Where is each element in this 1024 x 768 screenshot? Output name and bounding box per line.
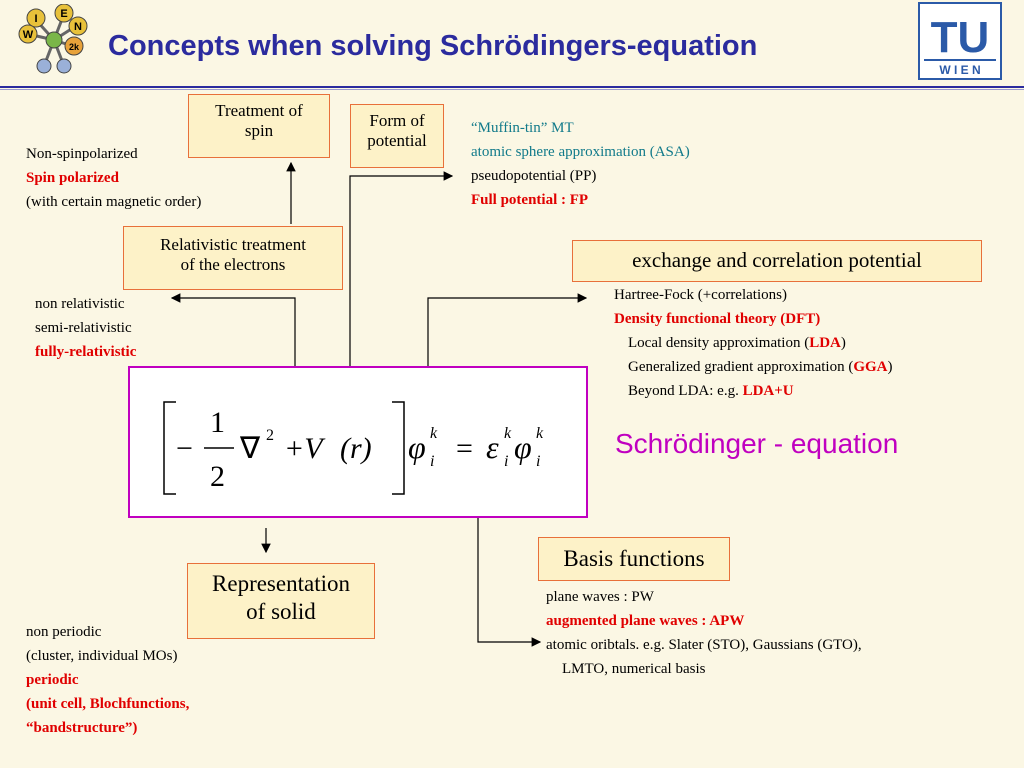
list-item-highlight: Spin polarized — [26, 170, 119, 186]
list-item-highlight: fully-relativistic — [35, 344, 137, 360]
list-item-highlight: periodic — [26, 672, 79, 688]
gga-prefix: Generalized gradient approximation ( — [628, 359, 854, 375]
equation-label: Schrödinger - equation — [615, 428, 899, 459]
logo-letter-i: I — [34, 13, 38, 25]
spin-treatment-box — [188, 94, 330, 158]
eq-sub-eps: i — [504, 453, 509, 470]
list-item: non relativistic — [35, 296, 125, 312]
xc-options-list — [614, 283, 893, 403]
list-item: LMTO, numerical basis — [562, 661, 706, 677]
solid-box-line2: of solid — [246, 598, 316, 624]
list-item: Non-spinpolarized — [26, 146, 138, 162]
logo-letter-n: N — [74, 21, 82, 33]
ldau-highlight: LDA+U — [742, 383, 794, 399]
nabla-exponent: 2 — [266, 427, 274, 444]
right-bracket — [392, 402, 404, 494]
relativistic-box-line1: Relativistic treatment — [160, 235, 306, 254]
lda-prefix: Local density approximation ( — [628, 335, 810, 351]
eq-sup-right: k — [536, 425, 544, 442]
eq-argument: (r) — [340, 432, 372, 465]
solid-options-list — [26, 620, 189, 740]
list-item — [614, 355, 893, 379]
list-item: (cluster, individual MOs) — [26, 648, 178, 664]
list-item: plane waves : PW — [546, 589, 654, 605]
list-item: Hartree-Fock (+correlations) — [614, 287, 787, 303]
beyond-prefix: Beyond LDA: e.g. — [628, 383, 743, 399]
lda-suffix: ) — [840, 335, 846, 351]
relativistic-treatment-box — [123, 226, 343, 290]
list-item: atomic sphere approximation (ASA) — [471, 144, 690, 160]
lda-highlight: LDA — [809, 335, 841, 351]
wien-logo-text: W I E N — [939, 63, 981, 77]
logo-letter-2k: 2k — [68, 42, 80, 52]
list-item: (with certain magnetic order) — [26, 194, 202, 210]
left-bracket — [164, 402, 176, 494]
logo-letter-w: W — [22, 29, 34, 41]
eq-epsilon: ε — [486, 429, 499, 465]
tu-logo-text: TU — [930, 13, 990, 62]
list-item — [614, 331, 893, 355]
list-item-highlight: Density functional theory (DFT) — [614, 311, 821, 327]
gga-suffix: ) — [887, 359, 893, 375]
gga-highlight: GGA — [853, 359, 888, 375]
basis-box-label: Basis functions — [563, 546, 705, 571]
list-item-highlight: Full potential : FP — [471, 192, 589, 208]
list-item: atomic oribtals. e.g. Slater (STO), Gaussians (GTO), — [546, 637, 862, 653]
eq-numerator: 1 — [210, 406, 225, 439]
list-item: pseudopotential (PP) — [471, 168, 597, 184]
eq-minus: − — [176, 432, 193, 465]
eq-sup-left: k — [430, 425, 438, 442]
relativistic-options-list — [35, 292, 136, 364]
eq-sub-right: i — [536, 453, 541, 470]
list-item-highlight: augmented plane waves : APW — [546, 613, 745, 629]
eq-equals: = — [456, 432, 473, 465]
equation-formula — [130, 368, 586, 516]
spin-box-line2: spin — [244, 121, 274, 141]
potential-box-line2: potential — [367, 131, 427, 151]
list-item: “Muffin-tin” MT — [471, 120, 574, 136]
basis-functions-box — [538, 537, 730, 581]
eq-phi-right: φ — [514, 429, 532, 465]
solid-box-line1: Representation — [212, 571, 350, 596]
nabla-symbol: ∇ — [240, 432, 261, 465]
basis-options-list — [546, 585, 862, 681]
schrodinger-equation-box — [128, 366, 588, 518]
eq-phi-left: φ — [408, 429, 426, 465]
eq-sup-eps: k — [504, 425, 512, 442]
spin-options-list — [26, 142, 201, 214]
list-item-highlight: (unit cell, Blochfunctions, — [26, 696, 190, 712]
list-item — [614, 379, 893, 403]
list-item-highlight: “bandstructure”) — [26, 720, 138, 736]
xc-potential-box — [572, 240, 982, 282]
eq-denominator: 2 — [210, 460, 225, 493]
potential-form-box — [350, 104, 444, 168]
list-item: semi-relativistic — [35, 320, 132, 336]
solid-representation-box — [187, 563, 375, 639]
eq-sub-left: i — [430, 453, 435, 470]
xc-box-label: exchange and correlation potential — [632, 248, 922, 272]
potential-options-list — [471, 116, 690, 212]
page-title: Concepts when solving Schrödingers-equation — [108, 30, 758, 62]
spin-box-line1: Treatment of — [215, 101, 303, 120]
logo-letter-e: E — [60, 8, 68, 20]
relativistic-box-line2: of the electrons — [180, 255, 286, 275]
list-item: non periodic — [26, 624, 102, 640]
eq-potential: +V — [284, 432, 323, 465]
potential-box-line1: Form of — [369, 111, 425, 130]
